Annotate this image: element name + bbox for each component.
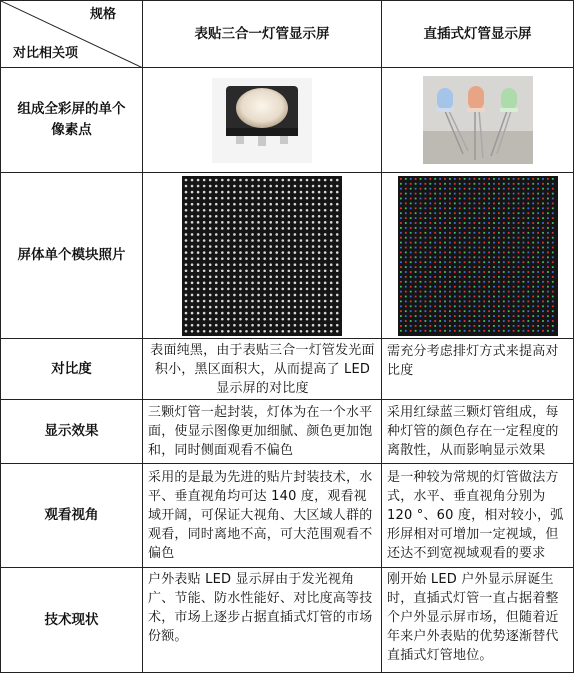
smd-tech-status-text: 户外表贴 LED 显示屏由于发光视角广、节能、防水性能好、对比度高等技术，市场上逐步占据直插式灯管的市场份额。 — [143, 568, 382, 673]
dip-led-pixel-image — [423, 76, 533, 164]
dip-module-photo-cell — [382, 173, 574, 339]
smd-led-pixel-image — [212, 78, 312, 163]
smd-contrast-text: 表面纯黑，由于表贴三合一灯管发光面积小，黑区面积大，从而提高了 LED 显示屏的对比度 — [143, 339, 382, 400]
row-label-display-effect: 显示效果 — [1, 400, 143, 464]
row-label-tech-status: 技术现状 — [1, 568, 143, 673]
smd-pixel-photo-cell — [143, 68, 382, 173]
row-label-contrast: 对比度 — [1, 339, 143, 400]
dip-pixel-photo-cell — [382, 68, 574, 173]
dip-viewing-angle-text: 是一种较为常规的灯管做法方式，水平、垂直视角分别为 120 °、60 度，相对较小，弧形屏相对可增加一定视域，但还达不到宽视域观看的要求 — [382, 464, 574, 568]
corner-label-spec: 规格 — [89, 7, 116, 22]
corner-header-cell — [1, 1, 143, 68]
smd-display-effect-text: 三颗灯管一起封装，灯体为在一个水平面，使显示图像更加细腻、颜色更加饱和，同时侧面观看不偏色 — [143, 400, 382, 464]
row-label-viewing-angle: 观看视角 — [1, 464, 143, 568]
smd-module-image — [182, 176, 342, 336]
dip-module-image — [398, 176, 558, 336]
row-label-text: 组成全彩屏的单个像素点 — [17, 101, 126, 138]
dip-contrast-text: 需充分考虑排灯方式来提高对比度 — [382, 339, 574, 400]
corner-label-items: 对比相关项 — [13, 46, 79, 61]
row-label-module: 屏体单个模块照片 — [1, 173, 143, 339]
dip-tech-status-text: 刚开始 LED 户外显示屏诞生时，直插式灯管一直占据着整个户外显示屏市场，但随着近年来户外表贴的优势逐渐替代直插式灯管地位。 — [382, 568, 574, 673]
column-header-smd: 表贴三合一灯管显示屏 — [143, 1, 382, 68]
column-header-dip: 直插式灯管显示屏 — [382, 1, 574, 68]
dip-display-effect-text: 采用红绿蓝三颗灯管组成，每种灯管的颜色存在一定程度的离散性，从而影响显示效果 — [382, 400, 574, 464]
smd-module-photo-cell — [143, 173, 382, 339]
smd-viewing-angle-text: 采用的是最为先进的贴片封装技术，水平、垂直视角均可达 140 度，观看视域开阔，可保证大视角、大区域人群的观看，同时离地不高，可大范围观看不偏色 — [143, 464, 382, 568]
row-label-pixel — [1, 68, 143, 173]
